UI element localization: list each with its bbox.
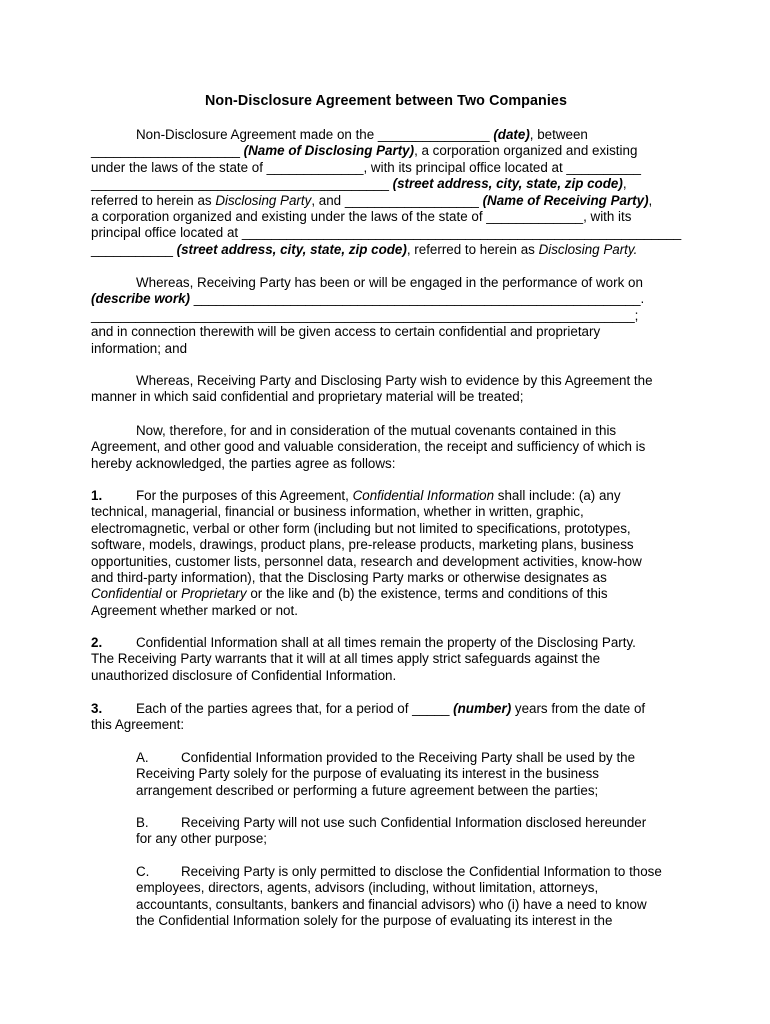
intro-text: , a corporation organized and existing xyxy=(414,143,638,159)
paragraph-line xyxy=(91,275,681,291)
section-2 xyxy=(91,635,681,684)
intro-text: ____________________ xyxy=(91,143,244,159)
paragraph-text: Confidential Information xyxy=(352,488,495,503)
intro-text: Disclosing Party xyxy=(215,192,312,208)
intro-line: a corporation organized and existing under the laws of the state of _____________, with its xyxy=(91,209,632,225)
intro-text: ___________ xyxy=(91,241,177,257)
disclosing-party-placeholder: (Name of Disclosing Party) xyxy=(243,143,415,159)
subsection-label: C. xyxy=(136,864,150,879)
intro-text: , and __________________ xyxy=(311,192,483,208)
intro-line xyxy=(91,143,681,159)
number-placeholder: (number) xyxy=(453,701,512,716)
address-placeholder: (street address, city, state, zip code) xyxy=(392,176,623,192)
paragraph-line: for any other purpose; xyxy=(136,831,268,847)
intro-line xyxy=(91,176,681,192)
paragraph-line: technical, managerial, financial or business information, whether in written, graphic, xyxy=(91,504,584,520)
intro-paragraph xyxy=(91,127,681,258)
paragraph-line xyxy=(136,750,681,766)
paragraph-text: Confidential Information shall at all times remain the property of the Disclosing Party. xyxy=(136,635,636,650)
paragraph-line: _________________________________________________________________________; xyxy=(91,307,639,323)
paragraph-line: opportunities, customer lists, personnel data, research and development activities, know-how xyxy=(91,553,642,569)
paragraph-text: Confidential xyxy=(91,586,162,602)
intro-line: principal office located at ___________________________________________________________ xyxy=(91,225,682,241)
subsection-b xyxy=(136,815,681,848)
address-placeholder: (street address, city, state, zip code) xyxy=(176,241,407,257)
intro-line: under the laws of the state of _____________, with its principal office located at __________ xyxy=(91,159,641,175)
paragraph-line: arrangement described or performing a future agreement between the parties; xyxy=(136,782,599,798)
intro-text: Non-Disclosure Agreement made on the _______________ xyxy=(136,127,494,142)
paragraph-line xyxy=(91,586,681,602)
subsection-label: A. xyxy=(136,750,149,765)
whereas-paragraph-1 xyxy=(91,275,681,357)
paragraph-text: Receiving Party will not use such Confidential Information disclosed hereunder xyxy=(181,815,647,830)
paragraph-line: the Confidential Information solely for the purpose of evaluating its interest in the xyxy=(136,913,613,929)
paragraph-line xyxy=(136,815,681,831)
subsection-c xyxy=(136,864,681,930)
paragraph-line: manner in which said confidential and proprietary material will be treated; xyxy=(91,389,524,405)
receiving-party-placeholder: (Name of Receiving Party) xyxy=(482,192,649,208)
section-number: 3. xyxy=(91,701,103,716)
intro-text: , xyxy=(648,192,653,208)
paragraph-line: Receiving Party solely for the purpose of evaluating its interest in the business xyxy=(136,766,599,782)
paragraph-line xyxy=(91,488,681,504)
paragraph-line: accountants, consultants, bankers and financial advisors) who (i) have a need to know xyxy=(136,896,647,912)
section-number: 1. xyxy=(91,488,103,503)
paragraph-text: Proprietary xyxy=(181,586,247,602)
work-placeholder: (describe work) xyxy=(91,291,190,307)
paragraph-line: information; and xyxy=(91,340,188,356)
paragraph-line: Agreement, and other good and valuable consideration, the receipt and sufficiency of which is xyxy=(91,439,646,455)
section-number: 2. xyxy=(91,635,103,650)
paragraph-line: software, models, drawings, product plans, pre-release products, marketing plans, business xyxy=(91,537,634,553)
section-1 xyxy=(91,488,681,619)
intro-text: Disclosing Party. xyxy=(538,241,638,257)
paragraph-line xyxy=(91,701,681,717)
paragraph-text: Whereas, Receiving Party and Disclosing Party wish to evidence by this Agreement the xyxy=(136,373,653,388)
intro-text: , referred to herein as xyxy=(406,241,539,257)
paragraph-line: this Agreement: xyxy=(91,717,185,733)
intro-text: ________________________________________ xyxy=(91,176,393,192)
paragraph-text: Each of the parties agrees that, for a period of _____ xyxy=(136,701,454,716)
paragraph-line: and third-party information), that the Disclosing Party marks or otherwise designates as xyxy=(91,570,607,586)
paragraph-line: electromagnetic, verbal or other form (including but not limited to specifications, prototypes, xyxy=(91,520,631,536)
section-3 xyxy=(91,701,681,734)
document-title: Non-Disclosure Agreement between Two Companies xyxy=(204,93,568,109)
intro-text: , xyxy=(622,176,627,192)
subsection-label: B. xyxy=(136,815,149,830)
paragraph-text: Whereas, Receiving Party has been or will be engaged in the performance of work on xyxy=(136,275,643,290)
whereas-paragraph-2 xyxy=(91,373,681,406)
intro-text: referred to herein as xyxy=(91,192,216,208)
paragraph-line xyxy=(91,373,681,389)
paragraph-text: years from the date of xyxy=(511,701,646,716)
paragraph-line xyxy=(91,291,681,307)
paragraph-text: shall include: (a) any xyxy=(494,488,621,503)
paragraph-text: Now, therefore, for and in consideration of the mutual covenants contained in this xyxy=(136,423,617,438)
paragraph-text: ____________________________________________________________. xyxy=(189,291,645,307)
intro-line xyxy=(91,242,681,258)
paragraph-line xyxy=(136,864,681,880)
paragraph-line: Agreement whether marked or not. xyxy=(91,602,298,618)
paragraph-text: or the like and (b) the existence, terms and conditions of this xyxy=(246,586,608,602)
paragraph-line: unauthorized disclosure of Confidential Information. xyxy=(91,667,397,683)
subsection-a xyxy=(136,750,681,799)
paragraph-line xyxy=(91,423,681,439)
intro-line xyxy=(91,127,681,143)
intro-text: , between xyxy=(529,127,588,142)
paragraph-text: Receiving Party is only permitted to disclose the Confidential Information to those xyxy=(181,864,662,879)
paragraph-line: hereby acknowledged, the parties agree as follows: xyxy=(91,455,396,471)
paragraph-line: and in connection therewith will be given access to certain confidential and proprietary xyxy=(91,324,601,340)
paragraph-text: or xyxy=(161,586,182,602)
paragraph-line: The Receiving Party warrants that it will at all times apply strict safeguards against the xyxy=(91,651,601,667)
paragraph-text: For the purposes of this Agreement, xyxy=(136,488,353,503)
intro-line xyxy=(91,193,681,209)
paragraph-text: Confidential Information provided to the Receiving Party shall be used by the xyxy=(181,750,636,765)
paragraph-line: employees, directors, agents, advisors (including, without limitation, attorneys, xyxy=(136,880,599,896)
date-placeholder: (date) xyxy=(493,127,530,142)
paragraph-line xyxy=(91,635,681,651)
now-therefore-paragraph xyxy=(91,423,681,472)
